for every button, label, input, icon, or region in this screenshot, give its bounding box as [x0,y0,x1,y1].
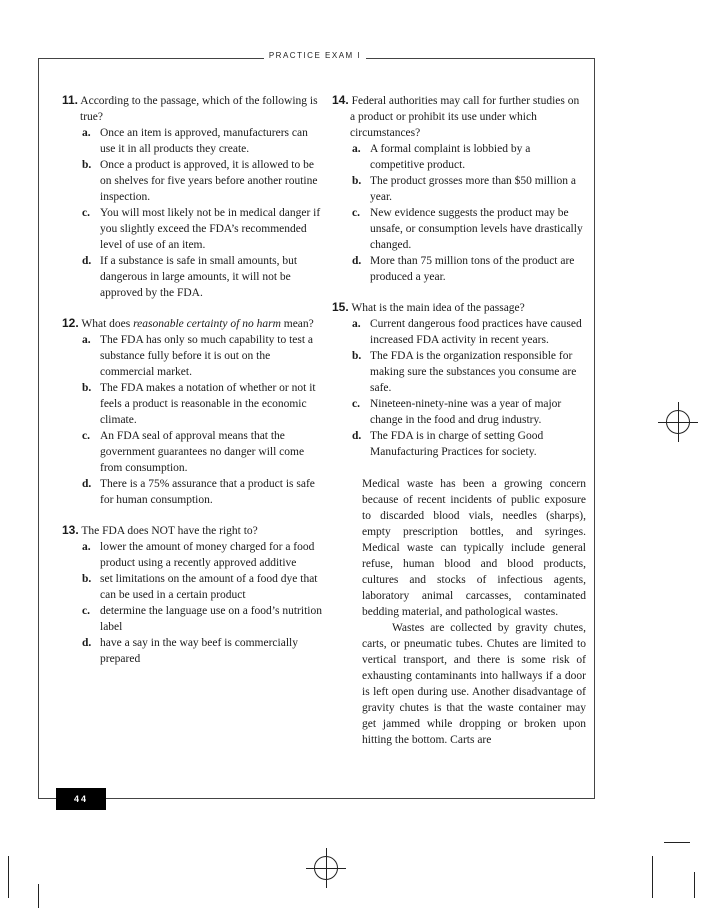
choice-letter: c. [82,605,90,617]
answer-choice-d [62,635,324,667]
question-stem [332,92,586,141]
answer-choice-b [62,157,324,205]
question-number: 13. [62,523,79,537]
crop-mark-bottom-left-vertical [8,856,9,898]
choice-text: have a say in the way beef is commercially prepared [100,637,298,665]
question-14 [332,92,586,285]
answer-choice-a [62,125,324,157]
choice-letter: d. [352,430,362,442]
answer-choices [332,141,586,285]
choice-text: The FDA makes a notation of whether or not it feels a product is reasonable in the economic climate. [100,382,316,426]
crop-mark-bottom-right-vertical [652,856,653,898]
choice-letter: a. [352,143,361,155]
choice-text: Once a product is approved, it is allowed to be on shelves for five years before another routine inspection. [100,159,318,203]
frame-left-border [38,58,39,798]
choice-text: Nineteen-ninety-nine was a year of major change in the food and drug industry. [370,398,562,426]
choice-text: There is a 75% assurance that a product is safe for human consumption. [100,478,315,506]
answer-choice-c [332,205,586,253]
answer-choice-c [332,396,586,428]
registration-mark-bottom [314,856,338,880]
question-stem [62,315,324,332]
choice-text: lower the amount of money charged for a food product using a recently approved additive [100,541,315,569]
choice-text: The FDA is the organization responsible for making sure the substances you consume are safe. [370,350,577,394]
passage-paragraph-2: Wastes are collected by gravity chutes, carts, or pneumatic tubes. Chutes are limited to vertical transport, and there is some risk of exhausting contaminants into hallways if a door is left open during use. Another disadvantage of gravity chutes is that the waste container may get jammed while dropping or broken upon hitting the bottom. Carts are [362,622,586,746]
choice-text: New evidence suggests the product may be unsafe, or consumption levels have drastically changed. [370,207,583,251]
answer-choices [332,316,586,460]
choice-letter: a. [82,541,91,553]
choice-letter: b. [82,159,92,171]
question-15 [332,299,586,460]
choice-text: Current dangerous food practices have caused increased FDA activity in recent years. [370,318,582,346]
answer-choices [62,539,324,667]
answer-choice-d [332,253,586,285]
reading-passage [332,476,586,748]
question-number: 12. [62,316,79,330]
answer-choice-a [62,539,324,571]
choice-letter: d. [82,255,92,267]
answer-choice-d [62,253,324,301]
answer-choice-d [332,428,586,460]
choice-text: Once an item is approved, manufacturers can use it in all products they create. [100,127,308,155]
question-12 [62,315,324,508]
question-text: According to the passage, which of the following is true? [80,95,318,123]
choice-letter: b. [352,175,362,187]
choice-letter: b. [82,573,92,585]
choice-text: You will most likely not be in medical danger if you slightly exceed the FDA’s recommended level of use of an item. [100,207,321,251]
question-number: 11. [62,93,79,107]
question-number: 14. [332,93,349,107]
frame-top-border-left [38,58,264,59]
choice-letter: c. [352,398,360,410]
answer-choice-b [332,173,586,205]
choice-text: An FDA seal of approval means that the government guarantees no danger will come from consumption. [100,430,305,474]
question-text: The FDA does NOT have the right to? [81,525,258,537]
choice-letter: d. [82,637,92,649]
choice-letter: a. [82,334,91,346]
question-text-after: mean? [280,318,314,330]
choice-letter: c. [352,207,360,219]
passage-paragraph-1: Medical waste has been a growing concern because of recent incidents of public exposure to discarded blood vials, needles (sharps), empty prescription bottles, and syringes. Medical waste can typically include general refuse, human blood and blood products, cultures and stocks of infectious agents, laboratory animal carcasses, contaminated bedding material, and pathological wastes. [362,478,586,618]
choice-text: set limitations on the amount of a food dye that can be used in a certain product [100,573,318,601]
question-stem [62,522,324,539]
frame-right-border [594,58,595,798]
answer-choice-d [62,476,324,508]
choice-text: The FDA is in charge of setting Good Manufacturing Practices for society. [370,430,544,458]
answer-choice-a [332,316,586,348]
choice-text: The product grosses more than $50 million a year. [370,175,577,203]
question-number: 15. [332,300,349,314]
choice-letter: d. [352,255,362,267]
crop-mark-right-horizontal [664,842,690,843]
choice-text: determine the language use on a food’s nutrition label [100,605,322,633]
choice-text: More than 75 million tons of the product are produced a year. [370,255,575,283]
running-head: PRACTICE EXAM I [268,51,362,60]
question-stem [332,299,586,316]
choice-letter: b. [352,350,362,362]
answer-choice-c [62,603,324,635]
choice-letter: b. [82,382,92,394]
question-text-before: What does [81,318,134,330]
choice-letter: d. [82,478,92,490]
page-number: 44 [56,788,106,810]
question-11 [62,92,324,301]
crop-mark-bottom-left-horizontal [38,884,39,908]
choice-text: A formal complaint is lobbied by a competitive product. [370,143,531,171]
choice-letter: c. [82,430,90,442]
answer-choice-b [332,348,586,396]
answer-choices [62,332,324,508]
choice-text: If a substance is safe in small amounts, but dangerous in large amounts, it will not be approved by the FDA. [100,255,298,299]
question-text-italic: reasonable certainty of no harm [133,318,281,330]
choice-letter: a. [82,127,91,139]
frame-bottom-border [38,798,595,799]
choice-letter: c. [82,207,90,219]
question-stem [62,92,324,125]
registration-mark-right [666,410,690,434]
answer-choice-b [62,380,324,428]
answer-choices [62,125,324,301]
question-text: Federal authorities may call for further studies on a product or prohibit its use under which circumstances? [350,95,580,139]
crop-mark-right-vertical [694,872,695,898]
choice-text: The FDA has only so much capability to test a substance fully before it is out on the commercial market. [100,334,314,378]
right-column [332,92,586,748]
answer-choice-c [62,428,324,476]
question-text: What is the main idea of the passage? [351,302,525,314]
answer-choice-b [62,571,324,603]
answer-choice-c [62,205,324,253]
question-13 [62,522,324,667]
frame-top-border-right [366,58,594,59]
answer-choice-a [62,332,324,380]
choice-letter: a. [352,318,361,330]
left-column [62,92,324,681]
answer-choice-a [332,141,586,173]
